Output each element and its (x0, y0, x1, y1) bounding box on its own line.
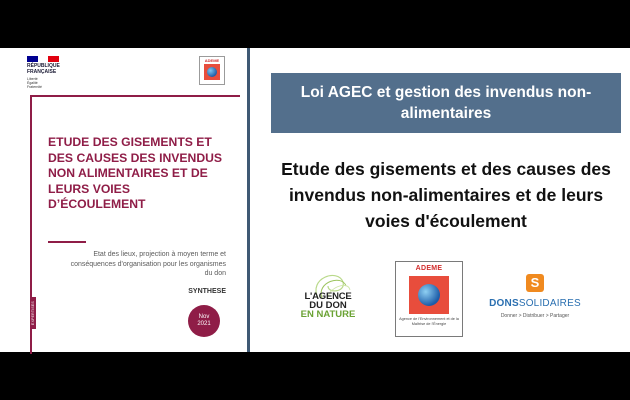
globe-icon (418, 284, 440, 306)
dons-name-a: DONS (489, 298, 519, 309)
date-badge (188, 305, 220, 337)
dons-name-b: SOLIDAIRES (518, 298, 581, 309)
badge-month: Nov (198, 313, 210, 320)
dons-solidaires-name (485, 298, 585, 309)
banner-title: Loi AGEC et gestion des invendus non-alimentaires (300, 84, 592, 122)
badge-year: 2021 (197, 321, 211, 327)
agence-logo-line2: DU DON (309, 300, 347, 311)
ademe-logo (395, 261, 463, 337)
ademe-label: ADEME (415, 265, 443, 272)
cover-synthese: SYNTHESE (188, 288, 226, 295)
ademe-caption: Agence de l'Environnement et de la Maîtrise de l'Énergie (399, 317, 459, 326)
cover-subheading: Etat des lieux, projection à moyen terme et conséquences d'organisation pour les organismes du don (70, 251, 226, 277)
cover-heading: ETUDE DES GISEMENTS ET DES CAUSES DES INVENDUS NON ALIMENTAIRES ET DE LEURS VOIES D’ÉCOULEMENT (48, 135, 223, 211)
vertical-divider (247, 48, 250, 352)
globe-icon (207, 67, 217, 77)
republic-motto: Liberté Égalité Fraternité (27, 77, 42, 89)
french-flag-icon (27, 56, 59, 62)
republique-francaise-label: RÉPUBLIQUE FRANÇAISE (27, 63, 60, 75)
canvas (0, 48, 630, 352)
dons-solidaires-tagline: Donner > Distribuer > Partager (500, 313, 570, 319)
agence-logo-line1: L'AGENCE (304, 291, 352, 302)
dons-solidaires-mark-icon (526, 274, 544, 292)
ademe-logo-label: ADEME (204, 58, 220, 63)
agence-logo-line3: EN NATURE (300, 309, 356, 320)
dons-mark-letter: S (530, 275, 540, 290)
report-cover (0, 48, 246, 352)
dons-solidaires-logo (485, 274, 595, 324)
side-label: EXPERTISES (31, 301, 35, 325)
study-subtitle: Etude des gisements et des causes des invendus non-alimentaires et de leurs voies d'écoulement (281, 159, 611, 231)
cover-rule (48, 241, 86, 243)
agence-du-don-logo (284, 268, 372, 336)
ademe-logo-small (199, 56, 225, 85)
title-banner (271, 73, 621, 133)
